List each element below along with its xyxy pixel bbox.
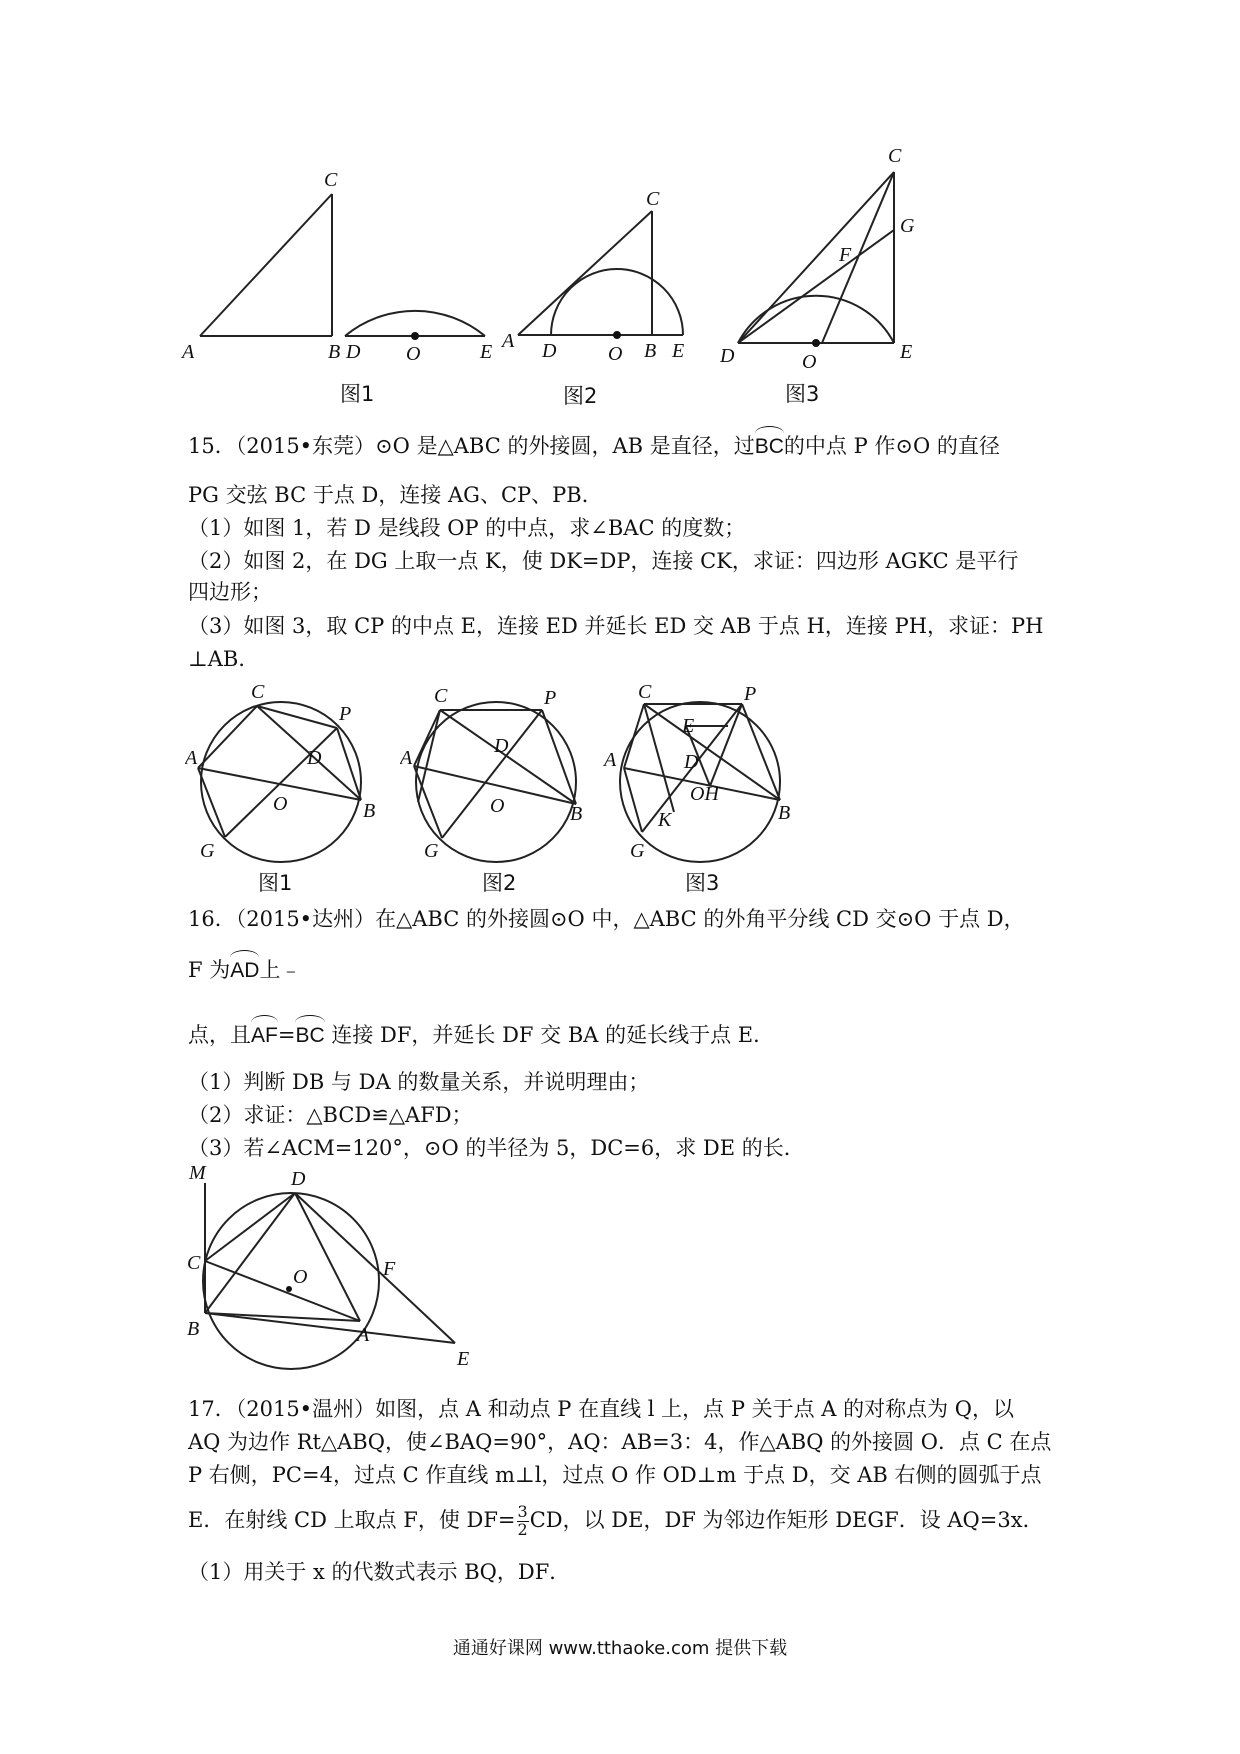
q17-line4-a: E．在射线 CD 上取点 F，使 DF= <box>188 1507 516 1532</box>
fraction-denominator: 2 <box>517 1519 528 1539</box>
q16-text: 在△ABC 的外接圆⊙O 中，△ABC 的外角平分线 CD 交⊙O 于点 D， <box>375 907 1025 931</box>
label-A: A <box>502 330 515 352</box>
label-A: A <box>185 747 198 769</box>
label-B: B <box>570 803 583 825</box>
label-O: O <box>273 793 288 815</box>
q16-line1 <box>188 907 1025 932</box>
label-E: E <box>682 715 695 737</box>
q17-text: 如图，点 A 和动点 P 在直线 l 上，点 P 关于点 A 的对称点为 Q，以 <box>375 1397 1015 1421</box>
label-P: P <box>339 703 352 725</box>
label-O: O <box>406 343 421 365</box>
q15-part3-b: ⊥AB． <box>188 647 260 671</box>
q16-line2-b: 上﹣ <box>259 958 302 982</box>
q15-line1 <box>188 434 1000 459</box>
label-O: O <box>490 795 505 817</box>
q17-source: （2015•温州） <box>235 1397 376 1421</box>
label-E: E <box>457 1348 470 1370</box>
fraction-numerator: 3 <box>517 1502 528 1521</box>
label-F: F <box>383 1258 396 1280</box>
label-E: E <box>672 340 685 362</box>
label-M: M <box>189 1165 206 1184</box>
q16-eq: = <box>277 1023 296 1047</box>
q16-line3-b: 连接 DF，并延长 DF 交 BA 的延长线于点 E． <box>324 1023 775 1047</box>
label-D: D <box>346 341 361 363</box>
q15-figure-2 <box>400 682 600 882</box>
label-G: G <box>200 840 215 862</box>
q17-part1: （1）用关于 x 的代数式表示 BQ，DF． <box>188 1560 571 1584</box>
label-OH: OH <box>690 783 719 805</box>
q16-line2 <box>188 958 301 983</box>
q16-line2-a: F 为 <box>188 958 231 982</box>
q16-part3: （3）若∠ACM=120°，⊙O 的半径为 5，DC=6，求 DE 的长． <box>188 1136 805 1160</box>
label-D: D <box>307 747 322 769</box>
label-A: A <box>357 1324 370 1346</box>
q15-line2: PG 交弦 BC 于点 D，连接 AG、CP、PB． <box>188 483 603 507</box>
top-caption-1: 图1 <box>340 382 375 406</box>
label-G: G <box>900 215 915 237</box>
q16-arc-af: AF <box>251 1024 278 1047</box>
q16-source: （2015•达州） <box>235 907 376 931</box>
q16-part2: （2）求证：△BCD≌△AFD； <box>188 1103 473 1127</box>
top-figure-3 <box>720 148 940 373</box>
label-P: P <box>744 683 757 705</box>
label-D: D <box>291 1168 306 1190</box>
label-B: B <box>363 800 376 822</box>
label-E: E <box>480 341 493 363</box>
label-D: D <box>720 345 735 367</box>
label-C: C <box>251 682 265 703</box>
label-G: G <box>630 840 645 862</box>
q16-arc-ad: AD <box>230 959 260 982</box>
q15-part1: （1）如图 1，若 D 是线段 OP 的中点，求∠BAC 的度数； <box>188 516 746 540</box>
q16-arc-bc: BC <box>295 1024 325 1047</box>
label-D: D <box>542 340 557 362</box>
q15-arc-bc: BC <box>754 435 784 458</box>
fraction-3-2 <box>517 1504 529 1539</box>
q15-text-a: ⊙O 是△ABC 的外接圆，AB 是直径，过 <box>375 434 755 458</box>
label-C: C <box>324 169 338 191</box>
label-A: A <box>604 749 617 771</box>
q17-line1 <box>188 1397 1014 1422</box>
label-F: F <box>839 244 852 266</box>
q16-line3-a: 点，且 <box>188 1023 251 1047</box>
label-B: B <box>187 1318 200 1340</box>
q16-figure <box>185 1165 485 1380</box>
label-C: C <box>187 1252 201 1274</box>
label-O: O <box>802 351 817 373</box>
top-figure-2 <box>500 175 700 375</box>
q16-part1: （1）判断 DB 与 DA 的数量关系，并说明理由； <box>188 1070 650 1094</box>
q15-figure-1 <box>185 682 385 882</box>
top-caption-3: 图3 <box>785 382 820 406</box>
q15-caption-1: 图1 <box>258 871 293 895</box>
top-figure-1 <box>180 160 500 380</box>
label-B: B <box>328 341 341 363</box>
q15-caption-3: 图3 <box>685 871 720 895</box>
label-D: D <box>684 751 699 773</box>
label-O: O <box>608 343 623 365</box>
label-O: O <box>293 1266 308 1288</box>
q15-source: （2015•东莞） <box>235 434 376 458</box>
label-A: A <box>182 341 195 363</box>
q15-text-b: 的中点 P 作⊙O 的直径 <box>783 434 1000 458</box>
q15-part2-a: （2）如图 2，在 DG 上取一点 K，使 DK=DP，连接 CK，求证：四边形 AGKC 是平行 <box>188 549 1019 573</box>
label-B: B <box>778 802 791 824</box>
q15-number: 15． <box>188 434 236 458</box>
q17-line4 <box>188 1504 1044 1539</box>
q15-part2-b: 四边形； <box>188 580 272 604</box>
q16-line3 <box>188 1023 774 1048</box>
q16-number: 16． <box>188 907 236 931</box>
label-C: C <box>646 188 660 210</box>
q17-line3: P 右侧，PC=4，过点 C 作直线 m⊥l，过点 O 作 OD⊥m 于点 D，交 AB 右侧的圆弧于点 <box>188 1463 1042 1487</box>
label-C: C <box>434 685 448 707</box>
q15-part3-a: （3）如图 3，取 CP 的中点 E，连接 ED 并延长 ED 交 AB 于点 H，连接 PH，求证：PH <box>188 614 1044 638</box>
label-K: K <box>658 809 672 831</box>
label-B: B <box>644 340 657 362</box>
q17-number: 17． <box>188 1397 236 1421</box>
footer-watermark: 通通好课网 www.tthaoke.com 提供下载 <box>452 1638 788 1659</box>
top-caption-2: 图2 <box>563 384 598 408</box>
label-G: G <box>424 840 439 862</box>
q17-line4-b: CD，以 DE，DF 为邻边作矩形 DEGF．设 AQ=3x． <box>529 1507 1044 1532</box>
label-D: D <box>494 735 509 757</box>
label-P: P <box>544 687 557 709</box>
label-E: E <box>900 341 913 363</box>
label-C: C <box>888 148 902 167</box>
q15-figure-3 <box>602 682 802 882</box>
label-A: A <box>400 747 413 769</box>
label-C: C <box>638 682 652 703</box>
q17-line2: AQ 为边作 Rt△ABQ，使∠BAQ=90°，AQ：AB=3：4，作△ABQ 的外接圆 O．点 C 在点 <box>188 1430 1052 1454</box>
q15-caption-2: 图2 <box>482 871 517 895</box>
